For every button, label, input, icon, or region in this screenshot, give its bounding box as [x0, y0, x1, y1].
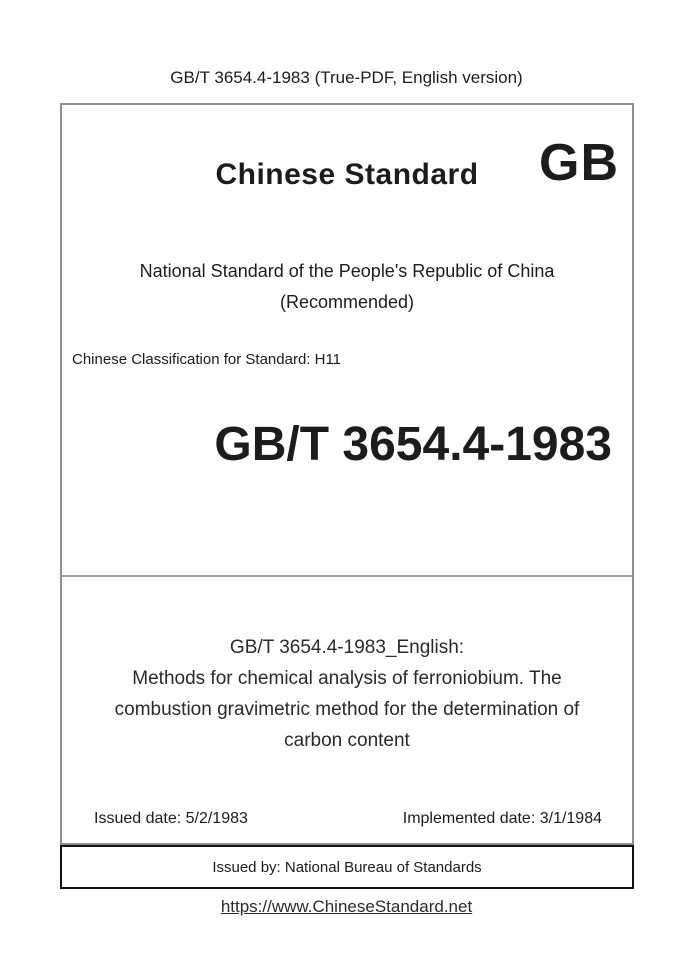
- document-top-label: GB/T 3654.4-1983 (True-PDF, English version): [170, 68, 523, 87]
- description-block: [62, 632, 632, 756]
- brand-title: Chinese Standard: [215, 158, 479, 191]
- issuer-bar: [60, 845, 634, 889]
- gb-logo: GB: [539, 134, 619, 192]
- issuer-text: Issued by: National Bureau of Standards: [212, 858, 482, 876]
- standard-code: GB/T 3654.4-1983: [214, 418, 612, 471]
- description-line-1: GB/T 3654.4-1983_English:: [229, 637, 465, 658]
- issued-date: Issued date: 5/2/1983: [94, 810, 248, 827]
- description-line-3: combustion gravimetric method for the determination of: [114, 699, 580, 720]
- national-standard-block: [62, 256, 632, 318]
- recommended-line: (Recommended): [279, 292, 415, 312]
- implemented-date: Implemented date: 3/1/1984: [402, 810, 602, 827]
- footer: [0, 897, 693, 917]
- description-line-2: Methods for chemical analysis of ferroniobium. The: [132, 668, 562, 689]
- website-link[interactable]: https://www.ChineseStandard.net: [220, 897, 473, 916]
- description-line-4: carbon content: [284, 730, 410, 751]
- national-standard-line: National Standard of the People's Republic of China: [139, 261, 555, 281]
- mid-divider: [62, 575, 632, 577]
- classification-line: Chinese Classification for Standard: H11: [72, 351, 342, 368]
- dates-row: [62, 810, 632, 828]
- cover-box: [60, 103, 634, 845]
